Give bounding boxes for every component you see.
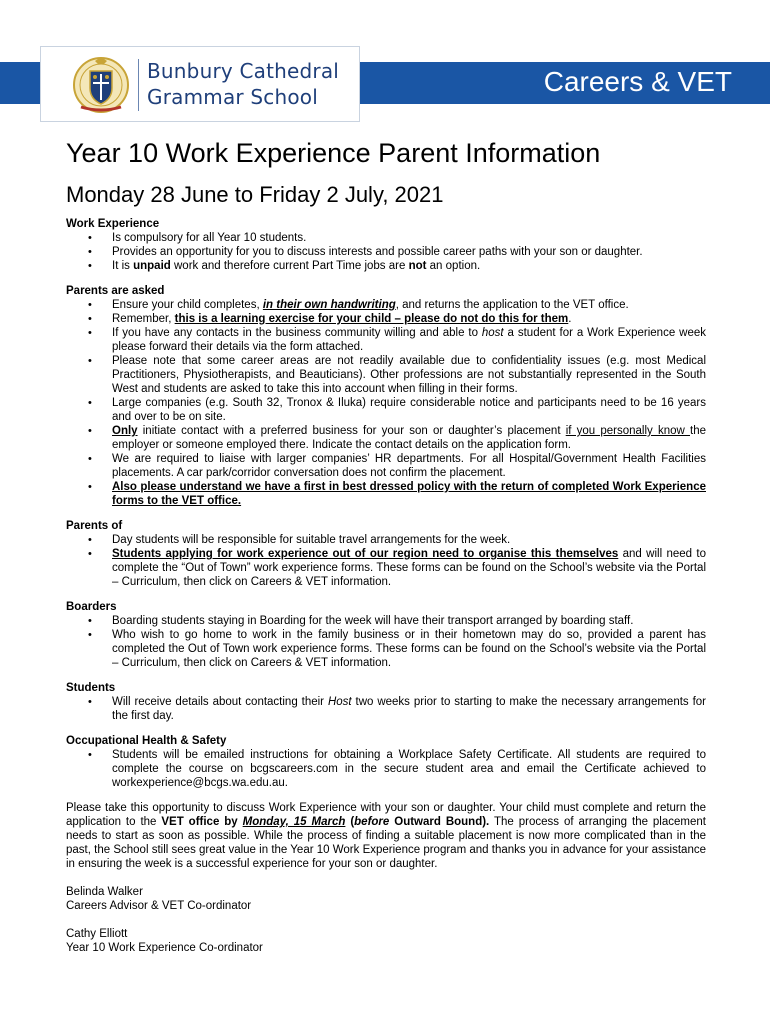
text-bold: ( <box>345 816 355 828</box>
section-heading: Occupational Health & Safety <box>66 735 227 747</box>
list-item <box>66 480 706 508</box>
list-item <box>66 259 706 273</box>
text: , and returns the application to the VET office. <box>395 299 629 311</box>
closing-paragraph <box>66 801 706 871</box>
text-bold: Outward Bound). <box>389 816 490 828</box>
banner-title: Careers & VET <box>543 66 732 97</box>
section-heading: Parents of <box>66 520 123 532</box>
section-parents-of <box>66 519 706 589</box>
school-crest-icon <box>73 55 129 115</box>
text: a student for a Work Experience week please forward their details via the form attached. <box>112 327 706 353</box>
section-heading: Boarders <box>66 601 117 613</box>
deadline-date <box>243 816 346 828</box>
section-parents-asked <box>66 284 706 508</box>
text: an option. <box>426 260 481 272</box>
list-item: • Boarding students staying in Boarding for the week will have their transport arranged by boarding staff. <box>66 614 706 628</box>
list-item: • Large companies (e.g. South 32, Tronox & Iluka) require considerable notice and participants need to be 16 years and over to be on site. <box>66 396 706 424</box>
list-item <box>66 547 706 589</box>
text-italic: Host <box>327 696 352 708</box>
document-subtitle: Monday 28 June to Friday 2 July, 2021 <box>66 182 444 207</box>
school-name-line1: Bunbury Cathedral <box>147 59 340 83</box>
text-emphasis: Also please understand we have a first in best dressed policy with the return of completed Work Experience forms to the VET office. <box>112 481 706 507</box>
bullet-list <box>66 298 706 508</box>
text-emphasis: Students applying for work experience out of our region need to organise this themselves <box>112 548 619 560</box>
text-bold <box>354 816 389 828</box>
text: two weeks prior to starting to make the necessary arrangements for the first day. <box>112 696 707 722</box>
list-item: • Students will be emailed instructions for obtaining a Workplace Safety Certificate. All students are required to complete the course on bcgscareers.com in the secure student area and email the Certificate achieved to workexperience@bcgs.wa.edu.au. <box>66 748 706 790</box>
bullet-list <box>66 533 706 589</box>
school-logo <box>40 46 360 122</box>
document-title: Year 10 Work Experience Parent Information <box>66 138 601 168</box>
text-bold: not <box>408 260 427 272</box>
text-emphasis <box>263 299 396 311</box>
section-boarders <box>66 600 706 670</box>
section-students <box>66 681 706 723</box>
list-item: • Day students will be responsible for suitable travel arrangements for the week. <box>66 533 706 547</box>
list-item <box>66 298 706 312</box>
list-item <box>66 326 706 354</box>
school-name-line2: Grammar School <box>147 85 318 109</box>
text: Will receive details about contacting their <box>112 696 328 708</box>
text-bold: VET office by <box>161 816 243 828</box>
document-body <box>66 136 706 955</box>
text: . <box>568 313 572 325</box>
signature-block-2 <box>66 927 706 955</box>
section-work-experience <box>66 217 706 273</box>
signatory-name: Belinda Walker <box>66 886 143 898</box>
text: the employer or someone employed there. Indicate the contact details on the application form. <box>112 425 706 451</box>
section-ohs <box>66 734 706 790</box>
text: Ensure your child completes, <box>112 299 263 311</box>
text-underlined: if you personally know <box>565 425 690 437</box>
text: The process of arranging the placement needs to start as soon as possible. While the process of finding a suitable placement is now more complicated than in the past, the School still sees great value in the Year 10 Work Experience program and thanks you in advance for your assistance in ensuring the week is a successful experience for your son or daughter. <box>66 816 706 870</box>
text-italic: host <box>481 327 504 339</box>
text: initiate contact with a preferred business for your son or daughter’s placement <box>137 425 566 437</box>
logo-divider <box>138 59 139 111</box>
list-item <box>66 312 706 326</box>
text: work and therefore current Part Time jobs are <box>170 260 409 272</box>
signatory-name: Cathy Elliott <box>66 928 128 940</box>
text-emphasis: Only <box>112 425 138 437</box>
text-emphasis: this is a learning exercise for your child – please do not do this for them <box>174 313 569 325</box>
text-bold: unpaid <box>133 260 171 272</box>
bullet-list <box>66 748 706 790</box>
list-item: • Provides an opportunity for you to discuss interests and possible career paths with your son or daughter. <box>66 245 706 259</box>
section-heading: Work Experience <box>66 218 160 230</box>
text: Remember, <box>112 313 175 325</box>
text-italic: Monday, 15 March <box>242 816 346 828</box>
signatory-role: Year 10 Work Experience Co-ordinator <box>66 942 263 954</box>
bullet-list <box>66 614 706 670</box>
text: and will need to complete the “Out of Town” work experience forms. These forms can be found on the School’s website via the Portal – Curriculum, then click on Careers & VET information. <box>112 548 706 588</box>
text: Please take this opportunity to discuss Work Experience with your son or daughter. Your child must complete and return the application to the <box>66 802 706 828</box>
text-italic: before <box>354 816 390 828</box>
list-item: • Please note that some career areas are not readily available due to confidentiality issues (e.g. most Medical Practitioners, Physiotherapists, and Beauticians). Other professions are not substantially represented in the South West and students are asked to take this into account when filling in their forms. <box>66 354 706 396</box>
bullet-list <box>66 695 706 723</box>
list-item: • Who wish to go home to work in the family business or in their hometown may do so, provided a parent has completed the Out of Town work experience forms. These forms can be found on the School’s website via the Portal – Curriculum, then click on Careers & VET information. <box>66 628 706 670</box>
signatory-role: Careers Advisor & VET Co-ordinator <box>66 900 252 912</box>
section-heading: Parents are asked <box>66 285 165 297</box>
text: It is <box>112 260 134 272</box>
list-item: • We are required to liaise with larger companies’ HR departments. For all Hospital/Government Health Facilities placements. A car park/corridor conversation does not confirm the placement. <box>66 452 706 480</box>
bullet-list <box>66 231 706 273</box>
list-item: • Is compulsory for all Year 10 students. <box>66 231 706 245</box>
text: If you have any contacts in the business community willing and able to <box>112 327 482 339</box>
list-item <box>66 424 706 452</box>
section-heading: Students <box>66 682 116 694</box>
list-item <box>66 695 706 723</box>
signature-block-1 <box>66 885 706 913</box>
text-italic: in their own handwriting <box>262 299 396 311</box>
